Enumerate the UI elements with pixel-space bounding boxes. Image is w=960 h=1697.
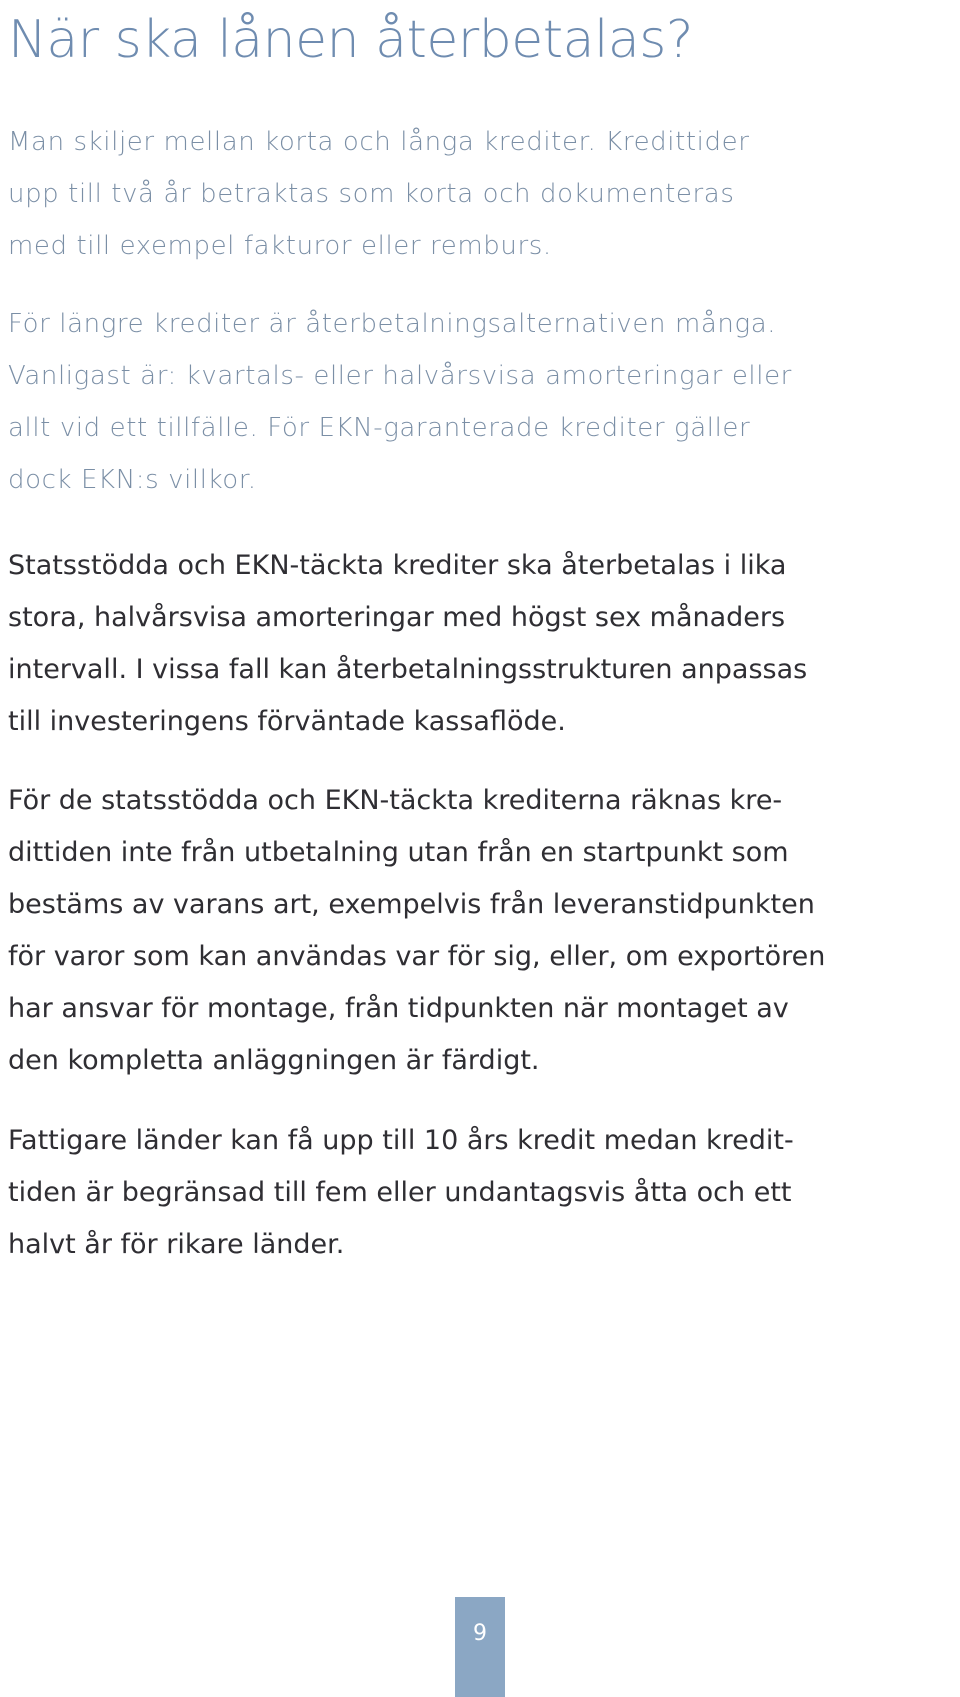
text-line: bestäms av varans art, exempelvis från leveranstidpunkten xyxy=(8,889,815,920)
text-line: dock EKN:s villkor. xyxy=(8,465,257,495)
text-line: stora, halvårsvisa amorteringar med högst sex månaders xyxy=(8,602,786,633)
paragraph-intro-short-long-credits xyxy=(8,116,952,272)
text-line: allt vid ett tillfälle. För EKN-garanterade krediter gäller xyxy=(8,413,751,443)
text-line: För längre krediter är återbetalningsalternativen många. xyxy=(8,309,777,339)
text-line: har ansvar för montage, från tidpunkten när montaget av xyxy=(8,993,789,1024)
text-line: intervall. I vissa fall kan återbetalningsstrukturen anpassas xyxy=(8,654,808,685)
paragraph-state-supported-credits xyxy=(8,540,952,748)
page-number-tab xyxy=(455,1597,505,1697)
text-line: Vanligast är: kvartals- eller halvårsvisa amorteringar eller xyxy=(8,361,792,391)
text-line: För de statsstödda och EKN-täckta krediterna räknas kre- xyxy=(8,785,783,816)
text-line: Fattigare länder kan få upp till 10 års kredit medan kredit- xyxy=(8,1125,794,1156)
text-line: upp till två år betraktas som korta och dokumenteras xyxy=(8,179,735,209)
text-line: för varor som kan användas var för sig, eller, om exportören xyxy=(8,941,826,972)
text-line: Statsstödda och EKN-täckta krediter ska återbetalas i lika xyxy=(8,550,787,581)
paragraph-intro-repayment-alternatives xyxy=(8,298,952,506)
text-line: till investeringens förväntade kassaflöde. xyxy=(8,706,566,737)
text-line: dittiden inte från utbetalning utan från en startpunkt som xyxy=(8,837,789,868)
text-line: med till exempel fakturor eller remburs. xyxy=(8,231,552,261)
paragraph-country-credit-terms xyxy=(8,1115,952,1271)
text-line: tiden är begränsad till fem eller undantagsvis åtta och ett xyxy=(8,1177,792,1208)
paragraph-credit-period-start xyxy=(8,775,952,1087)
page-title: När ska lånen återbetalas? xyxy=(8,10,693,70)
text-line: den kompletta anläggningen är färdigt. xyxy=(8,1045,540,1076)
page-number: 9 xyxy=(473,1620,487,1646)
text-line: Man skiljer mellan korta och långa krediter. Kredittider xyxy=(8,127,750,157)
text-line: halvt år för rikare länder. xyxy=(8,1229,345,1260)
